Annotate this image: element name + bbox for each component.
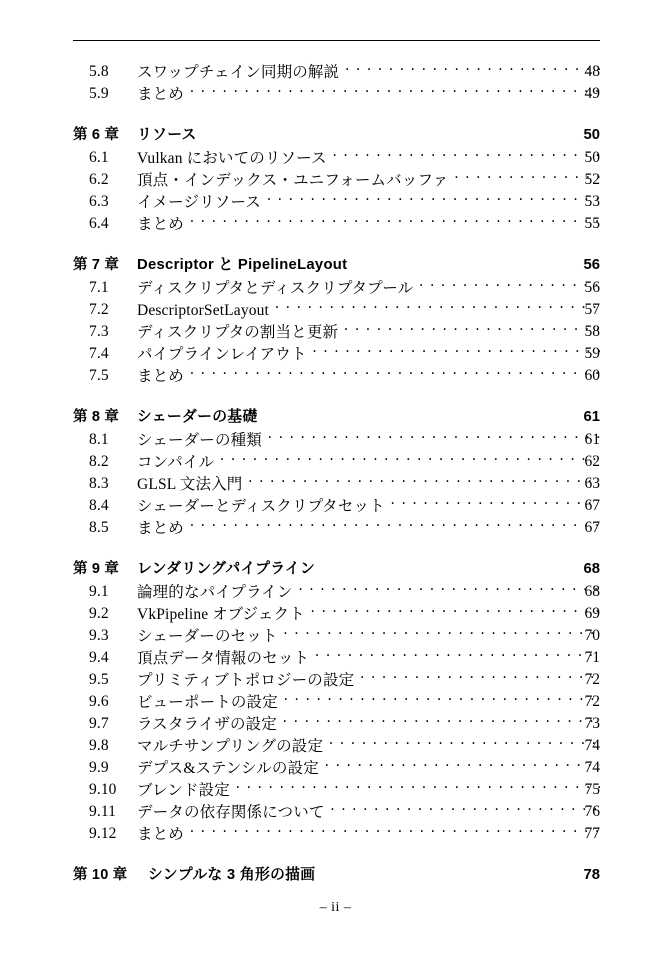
section-title: Vulkan においてのリソース <box>137 150 327 167</box>
page-footer <box>0 900 671 916</box>
page-number: 60 <box>584 367 600 384</box>
page-number: 71 <box>584 649 600 666</box>
section-title: GLSL 文法入門 <box>137 476 243 493</box>
section-number: 8.3 <box>89 475 109 492</box>
dot-leader <box>283 713 600 729</box>
page-number: 74 <box>584 759 600 776</box>
toc-section-row[interactable] <box>0 823 671 845</box>
section-title: スワップチェイン同期の解説 <box>137 64 340 81</box>
dot-leader <box>275 299 600 315</box>
page-number: 53 <box>584 193 600 210</box>
toc-title-wrap <box>137 451 600 474</box>
section-number: 9.12 <box>89 825 117 842</box>
dot-leader <box>284 625 600 641</box>
toc-section-row[interactable] <box>0 277 671 299</box>
dot-leader <box>284 691 600 707</box>
toc-section-row[interactable] <box>0 779 671 801</box>
toc-title-wrap <box>137 801 600 824</box>
dot-leader <box>220 451 600 467</box>
section-title: コンパイル <box>137 454 215 471</box>
toc-section-row[interactable] <box>0 365 671 387</box>
chapter-number: 第 7 章 <box>73 257 120 273</box>
section-number: 8.5 <box>89 519 109 536</box>
page-number: 69 <box>584 605 600 622</box>
toc-section-row[interactable] <box>0 691 671 713</box>
toc-section-row[interactable] <box>0 473 671 495</box>
dot-leader <box>267 191 600 207</box>
toc-title-wrap <box>137 365 600 388</box>
page-number: 59 <box>584 345 600 362</box>
page-number: 78 <box>583 867 600 883</box>
toc-title-wrap <box>137 557 600 581</box>
toc-chapter-row[interactable] <box>0 405 671 429</box>
toc-section-row[interactable] <box>0 429 671 451</box>
toc-title-wrap <box>148 863 600 887</box>
toc-section-row[interactable] <box>0 83 671 105</box>
dot-leader <box>268 429 600 445</box>
dot-leader <box>311 603 600 619</box>
page-number: 73 <box>584 715 600 732</box>
section-number: 6.2 <box>89 171 109 188</box>
section-title: シェーダーとディスクリプタセット <box>137 498 385 515</box>
page-number: 74 <box>584 737 600 754</box>
section-title: プリミティブトポロジーの設定 <box>137 672 355 689</box>
toc-chapter-row[interactable] <box>0 253 671 277</box>
section-number: 9.10 <box>89 781 117 798</box>
dot-leader <box>325 757 600 773</box>
section-title: まとめ <box>137 826 184 843</box>
section-number: 9.7 <box>89 715 109 732</box>
section-number: 9.9 <box>89 759 109 776</box>
section-number: 6.4 <box>89 215 109 232</box>
section-number: 7.1 <box>89 279 109 296</box>
toc-entry-list <box>0 61 671 887</box>
toc-chapter-row[interactable] <box>0 863 671 887</box>
toc-title-wrap <box>137 691 600 714</box>
chapter-title: Descriptor と PipelineLayout <box>137 257 348 273</box>
section-number: 6.3 <box>89 193 109 210</box>
toc-section-row[interactable] <box>0 647 671 669</box>
section-title: シェーダーの種類 <box>137 432 262 449</box>
section-title: まとめ <box>137 86 184 103</box>
section-title: ラスタライザの設定 <box>137 716 277 733</box>
section-title: データの依存関係について <box>137 804 325 821</box>
page-number: 56 <box>584 279 600 296</box>
toc-title-wrap <box>137 321 600 344</box>
toc-title-wrap <box>137 581 600 604</box>
section-title: 論理的なパイプライン <box>137 584 293 601</box>
toc-title-wrap <box>137 823 600 846</box>
page-number: 76 <box>584 803 600 820</box>
toc-section-row[interactable] <box>0 757 671 779</box>
section-number: 9.6 <box>89 693 109 710</box>
chapter-title: リソース <box>137 127 197 143</box>
chapter-title: シェーダーの基礎 <box>137 409 258 425</box>
section-number: 9.8 <box>89 737 109 754</box>
toc-title-wrap <box>137 299 600 322</box>
toc-section-row[interactable] <box>0 581 671 603</box>
page-number: 72 <box>584 671 600 688</box>
toc-section-row[interactable] <box>0 669 671 691</box>
page-number: 67 <box>584 519 600 536</box>
dot-leader <box>248 473 600 489</box>
toc-title-wrap <box>137 213 600 236</box>
toc-title-wrap <box>137 277 600 300</box>
section-title: まとめ <box>137 216 184 233</box>
toc-section-row[interactable] <box>0 801 671 823</box>
page-number: 67 <box>584 497 600 514</box>
header-rule <box>73 40 600 41</box>
toc-title-wrap <box>137 603 600 626</box>
toc-title-wrap <box>137 123 600 147</box>
section-title: まとめ <box>137 520 184 537</box>
dot-leader <box>190 213 600 229</box>
toc-section-row[interactable] <box>0 169 671 191</box>
page-number: 49 <box>584 85 600 102</box>
toc-title-wrap <box>137 495 600 518</box>
page-number: 63 <box>584 475 600 492</box>
toc-section-row[interactable] <box>0 603 671 625</box>
toc-title-wrap <box>137 735 600 758</box>
toc-chapter-row[interactable] <box>0 123 671 147</box>
toc-section-row[interactable] <box>0 625 671 647</box>
toc-title-wrap <box>137 61 600 84</box>
page-number: 75 <box>584 781 600 798</box>
section-number: 9.2 <box>89 605 109 622</box>
toc-section-row[interactable] <box>0 213 671 235</box>
section-number: 5.9 <box>89 85 109 102</box>
section-number: 7.2 <box>89 301 109 318</box>
toc-section-row[interactable] <box>0 191 671 213</box>
section-number: 9.3 <box>89 627 109 644</box>
dot-leader <box>236 779 600 795</box>
page-number: 62 <box>584 453 600 470</box>
section-title: VkPipeline オブジェクト <box>137 606 305 623</box>
section-number: 9.5 <box>89 671 109 688</box>
page-number: 70 <box>584 627 600 644</box>
toc-title-wrap <box>137 343 600 366</box>
section-number: 7.5 <box>89 367 109 384</box>
toc-title-wrap <box>137 779 600 802</box>
page-number: 61 <box>583 409 600 425</box>
section-number: 8.4 <box>89 497 109 514</box>
dot-leader <box>190 83 600 99</box>
section-title: ディスクリプタとディスクリプタプール <box>137 280 414 297</box>
dot-leader <box>190 823 600 839</box>
section-title: 頂点・インデックス・ユニフォームバッファ <box>137 172 449 189</box>
section-title: 頂点データ情報のセット <box>137 650 310 667</box>
page-number: 50 <box>583 127 600 143</box>
chapter-title: シンプルな 3 角形の描画 <box>148 867 316 883</box>
page-number: 50 <box>584 149 600 166</box>
page-number: 68 <box>584 583 600 600</box>
toc-title-wrap <box>137 517 600 540</box>
dot-leader <box>313 343 600 359</box>
toc-section-row[interactable] <box>0 713 671 735</box>
toc-title-wrap <box>137 473 600 496</box>
section-title: DescriptorSetLayout <box>137 302 269 319</box>
page-number: 55 <box>584 215 600 232</box>
section-number: 8.2 <box>89 453 109 470</box>
chapter-number: 第 9 章 <box>73 561 120 577</box>
toc-title-wrap <box>137 669 600 692</box>
page-number: 58 <box>584 323 600 340</box>
section-title: パイプラインレイアウト <box>137 346 307 363</box>
section-number: 5.8 <box>89 63 109 80</box>
section-title: ビューポートの設定 <box>137 694 278 711</box>
section-number: 6.1 <box>89 149 109 166</box>
page-number: 68 <box>583 561 600 577</box>
toc-chapter-row[interactable] <box>0 557 671 581</box>
toc-section-row[interactable] <box>0 61 671 83</box>
dot-leader <box>263 405 600 421</box>
section-number: 9.1 <box>89 583 109 600</box>
page-number: 48 <box>584 63 600 80</box>
page-number: 72 <box>584 693 600 710</box>
toc-section-row[interactable] <box>0 343 671 365</box>
section-title: シェーダーのセット <box>137 628 278 645</box>
chapter-title: レンダリングパイプライン <box>137 561 316 577</box>
toc-title-wrap <box>137 83 600 106</box>
section-title: まとめ <box>137 368 184 385</box>
section-title: マルチサンプリングの設定 <box>137 738 324 755</box>
section-title: デプス&ステンシルの設定 <box>137 760 319 777</box>
toc-title-wrap <box>137 713 600 736</box>
dot-leader <box>299 581 600 597</box>
page-number: 56 <box>583 257 600 273</box>
toc-section-row[interactable] <box>0 451 671 473</box>
toc-title-wrap <box>137 253 600 277</box>
toc-title-wrap <box>137 757 600 780</box>
section-title: イメージリソース <box>137 194 261 211</box>
toc-section-row[interactable] <box>0 299 671 321</box>
toc-title-wrap <box>137 169 600 192</box>
page-number: 61 <box>584 431 600 448</box>
page-number: 77 <box>584 825 600 842</box>
toc-title-wrap <box>137 191 600 214</box>
toc-section-row[interactable] <box>0 147 671 169</box>
dot-leader <box>203 123 600 139</box>
section-title: ブレンド設定 <box>137 782 230 799</box>
dot-leader <box>321 863 600 879</box>
toc-title-wrap <box>137 429 600 452</box>
toc-title-wrap <box>137 405 600 429</box>
toc-title-wrap <box>137 625 600 648</box>
chapter-number: 第 10 章 <box>73 867 128 883</box>
toc-section-row[interactable] <box>0 321 671 343</box>
chapter-number: 第 6 章 <box>73 127 120 143</box>
toc-section-row[interactable] <box>0 517 671 539</box>
section-number: 9.4 <box>89 649 109 666</box>
section-number: 8.1 <box>89 431 109 448</box>
dot-leader <box>321 557 600 573</box>
page-number: 52 <box>584 171 600 188</box>
section-number: 7.3 <box>89 323 109 340</box>
toc-title-wrap <box>137 647 600 670</box>
section-title: ディスクリプタの割当と更新 <box>137 324 339 341</box>
chapter-number: 第 8 章 <box>73 409 120 425</box>
section-number: 9.11 <box>89 803 116 820</box>
dot-leader <box>315 647 600 663</box>
toc-section-row[interactable] <box>0 735 671 757</box>
section-number: 7.4 <box>89 345 109 362</box>
toc-title-wrap <box>137 147 600 170</box>
page-number: 57 <box>584 301 600 318</box>
dot-leader <box>190 517 600 533</box>
toc-section-row[interactable] <box>0 495 671 517</box>
dot-leader <box>190 365 600 381</box>
folio-number: – ii – <box>319 900 352 915</box>
